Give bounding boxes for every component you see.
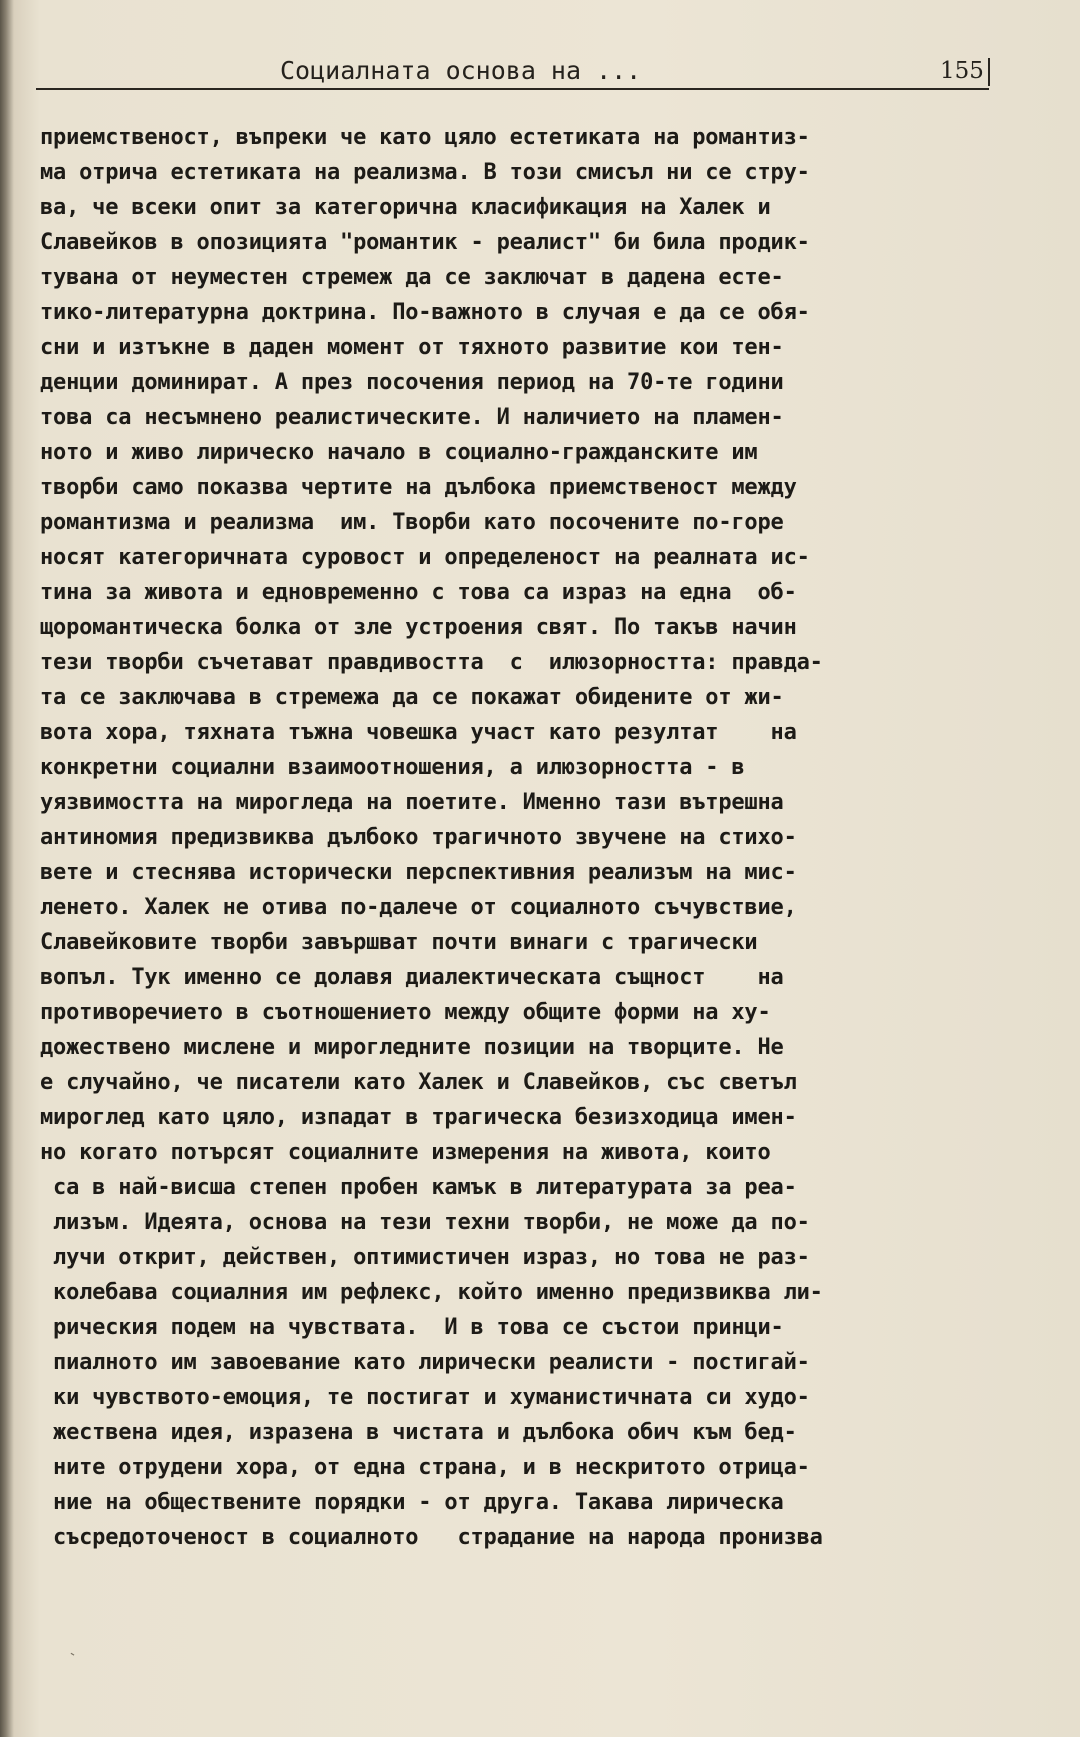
text-line: колебава социалния им рефлекс, който именно предизвиква ли- — [40, 1280, 823, 1305]
text-line: ва, че всеки опит за категорична класификация на Халек и — [40, 195, 771, 220]
text-line: ните отрудени хора, от една страна, и в нескритото отрица- — [40, 1455, 810, 1480]
text-line: уязвимостта на мирогледа на поетите. Именно тази вътрешна — [40, 790, 784, 815]
text-line: романтизма и реализма им. Творби като посочените по-горе — [40, 510, 784, 535]
text-line: жествена идея, изразена в чистата и дълбока обич към бед- — [40, 1420, 797, 1445]
page-number-rule — [988, 58, 990, 86]
body-text — [40, 120, 1000, 1555]
text-line: вота хора, тяхната тъжна човешка участ като резултат на — [40, 720, 797, 745]
text-line: щоромантическа болка от зле устроения свят. По такъв начин — [40, 615, 797, 640]
text-line: ма отрича естетиката на реализма. В този смисъл ни се стру- — [40, 160, 810, 185]
text-line: та се заключава в стремежа да се покажат обидените от жи- — [40, 685, 784, 710]
text-line: вете и стеснява исторически перспективния реализъм на мис- — [40, 860, 797, 885]
text-line: но когато потърсят социалните измерения на живота, които — [40, 1140, 771, 1165]
text-line: приемственост, въпреки че като цяло естетиката на романтиз- — [40, 125, 810, 150]
text-line: ки чувството-емоция, те постигат и хуманистичната си худо- — [40, 1385, 810, 1410]
text-line: сни и изтъкне в даден момент от тяхното развитие кои тен- — [40, 335, 784, 360]
text-line: дожествено мислене и мирогледните позиции на творците. Не — [40, 1035, 784, 1060]
text-line: лучи открит, действен, оптимистичен израз, но това не раз- — [40, 1245, 810, 1270]
running-header — [36, 52, 989, 90]
text-line: тико-литературна доктрина. По-важното в случая е да се обя- — [40, 300, 810, 325]
text-line: рическия подем на чувствата. И в това се състои принци- — [40, 1315, 784, 1340]
text-line: тина за живота и едновременно с това са израз на една об- — [40, 580, 797, 605]
page-number: 155 — [940, 58, 984, 84]
text-line: противоречието в съотношението между общите форми на ху- — [40, 1000, 771, 1025]
text-line: тувана от неуместен стремеж да се заключат в дадена есте- — [40, 265, 784, 290]
text-line: ние на обществените порядки - от друга. Такава лирическа — [40, 1490, 784, 1515]
text-line: това са несъмнено реалистическите. И наличието на пламен- — [40, 405, 784, 430]
running-title: Социалната основа на ... — [280, 56, 642, 85]
text-line: денции доминират. А през посочения период на 70-те години — [40, 370, 784, 395]
text-line: е случайно, че писатели като Халек и Славейков, със светъл — [40, 1070, 797, 1095]
text-line: тези творби съчетават правдивостта с илюзорността: правда- — [40, 650, 823, 675]
text-line: носят категоричната суровост и определеност на реалната ис- — [40, 545, 810, 570]
text-line: мироглед като цяло, изпадат в трагическа безизходица имен- — [40, 1105, 797, 1130]
text-line: лизъм. Идеята, основа на тези техни творби, не може да по- — [40, 1210, 810, 1235]
text-line: ленето. Халек не отива по-далече от социалното съчувствие, — [40, 895, 797, 920]
text-line: конкретни социални взаимоотношения, а илюзорността - в — [40, 755, 745, 780]
text-line: са в най-висша степен пробен камък в литературата за реа- — [40, 1175, 797, 1200]
text-line: антиномия предизвиква дълбоко трагичното звучене на стихо- — [40, 825, 797, 850]
text-line: творби само показва чертите на дълбока приемственост между — [40, 475, 797, 500]
text-line: ното и живо лирическо начало в социално-гражданските им — [40, 440, 758, 465]
text-line: вопъл. Тук именно се долавя диалектическата същност на — [40, 965, 784, 990]
stray-pen-mark: ‐ — [66, 1645, 79, 1663]
text-line: пиалното им завоевание като лирически реалисти - постигай- — [40, 1350, 810, 1375]
text-line: Славейков в опозицията "романтик - реалист" би била продик- — [40, 230, 810, 255]
text-line: съсредоточеност в социалното страдание на народа пронизва — [40, 1525, 823, 1550]
text-line: Славейковите творби завършват почти винаги с трагически — [40, 930, 758, 955]
